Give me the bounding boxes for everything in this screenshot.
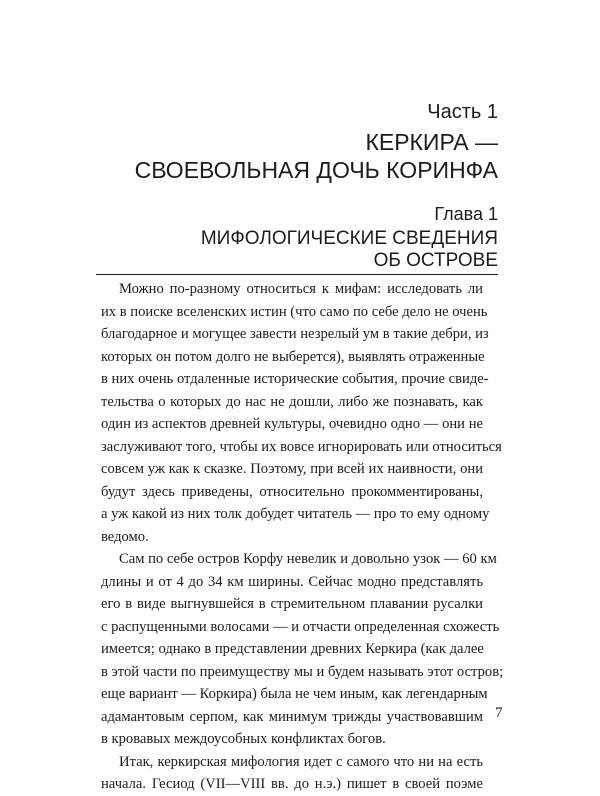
text-line: будут здесь приведены, относительно прокомментированы, [101,483,483,500]
chapter-label: Глава 1 [434,204,498,224]
text-line: адамантовым серпом, как минимум трижды участвовавшим [101,708,483,725]
text-line: а уж какой из них толк добудет читатель — про то ему одному [101,506,490,522]
text-line: имеется; однако в представлении древних Керкира (как далее [101,641,484,657]
text-line: в этой части по преимуществу мы и будем называть этот остров; [101,663,504,680]
text-line: в них очень отдаленные исторические события, прочие свиде- [101,371,489,387]
text-line: которых он потом долго не выберется), выявлять отраженные [101,348,485,365]
text-line: в кровавых междоусобных конфликтах богов. [101,731,386,747]
text-line: благодарное и могущее завести незрелый ум в такие дебри, из [101,326,489,342]
text-line: Сам по себе остров Корфу невелик и довольно узок — 60 км [119,551,497,567]
text-line: длины и от 4 до 34 км ширины. Сейчас модно представлять [101,573,483,590]
part-label: Часть 1 [427,101,498,123]
chapter-title-line: ОБ ОСТРОВЕ [373,250,498,271]
body-text [101,278,504,796]
text-line: еще вариант — Коркира) была не чем иным, как легендарным [101,686,488,702]
part-title-line: СВОЕВОЛЬНАЯ ДОЧЬ КОРИНФА [134,157,498,183]
text-line: его в виде выгнувшейся в стремительном плавании русалки [101,596,483,612]
part-title [78,128,498,184]
part-title-line: КЕРКИРА — [365,129,498,155]
text-line: начала. Гесиод (VII—VIII вв. до н.э.) пишет в своей поэме [101,776,483,792]
text-line: их в поиске вселенских истин (что само по себе дело не очень [101,303,488,320]
page-number: 7 [495,705,503,721]
text-line: один из аспектов древней культуры, очевидно одно — они не [101,416,483,432]
text-line: тельства о которых до нас не дошли, либо же познавать, как [101,393,483,410]
chapter-divider [96,274,498,275]
text-line: совсем уж как к сказке. Поэтому, при всей их наивности, они [101,461,483,477]
text-line: Итак, керкирская мифология идет с самого что ни на есть [119,753,483,770]
text-line: ведомо. [101,528,149,545]
text-line: Можно по-разному относиться к мифам: исследовать ли [119,281,483,297]
text-line: с распущенными волосами — и отчасти определенная схожесть [101,618,500,635]
chapter-title-line: МИФОЛОГИЧЕСКИЕ СВЕДЕНИЯ [200,228,498,249]
text-line: заслуживают того, чтобы их вовсе игнорировать или относиться [101,438,502,455]
chapter-title [78,228,498,272]
